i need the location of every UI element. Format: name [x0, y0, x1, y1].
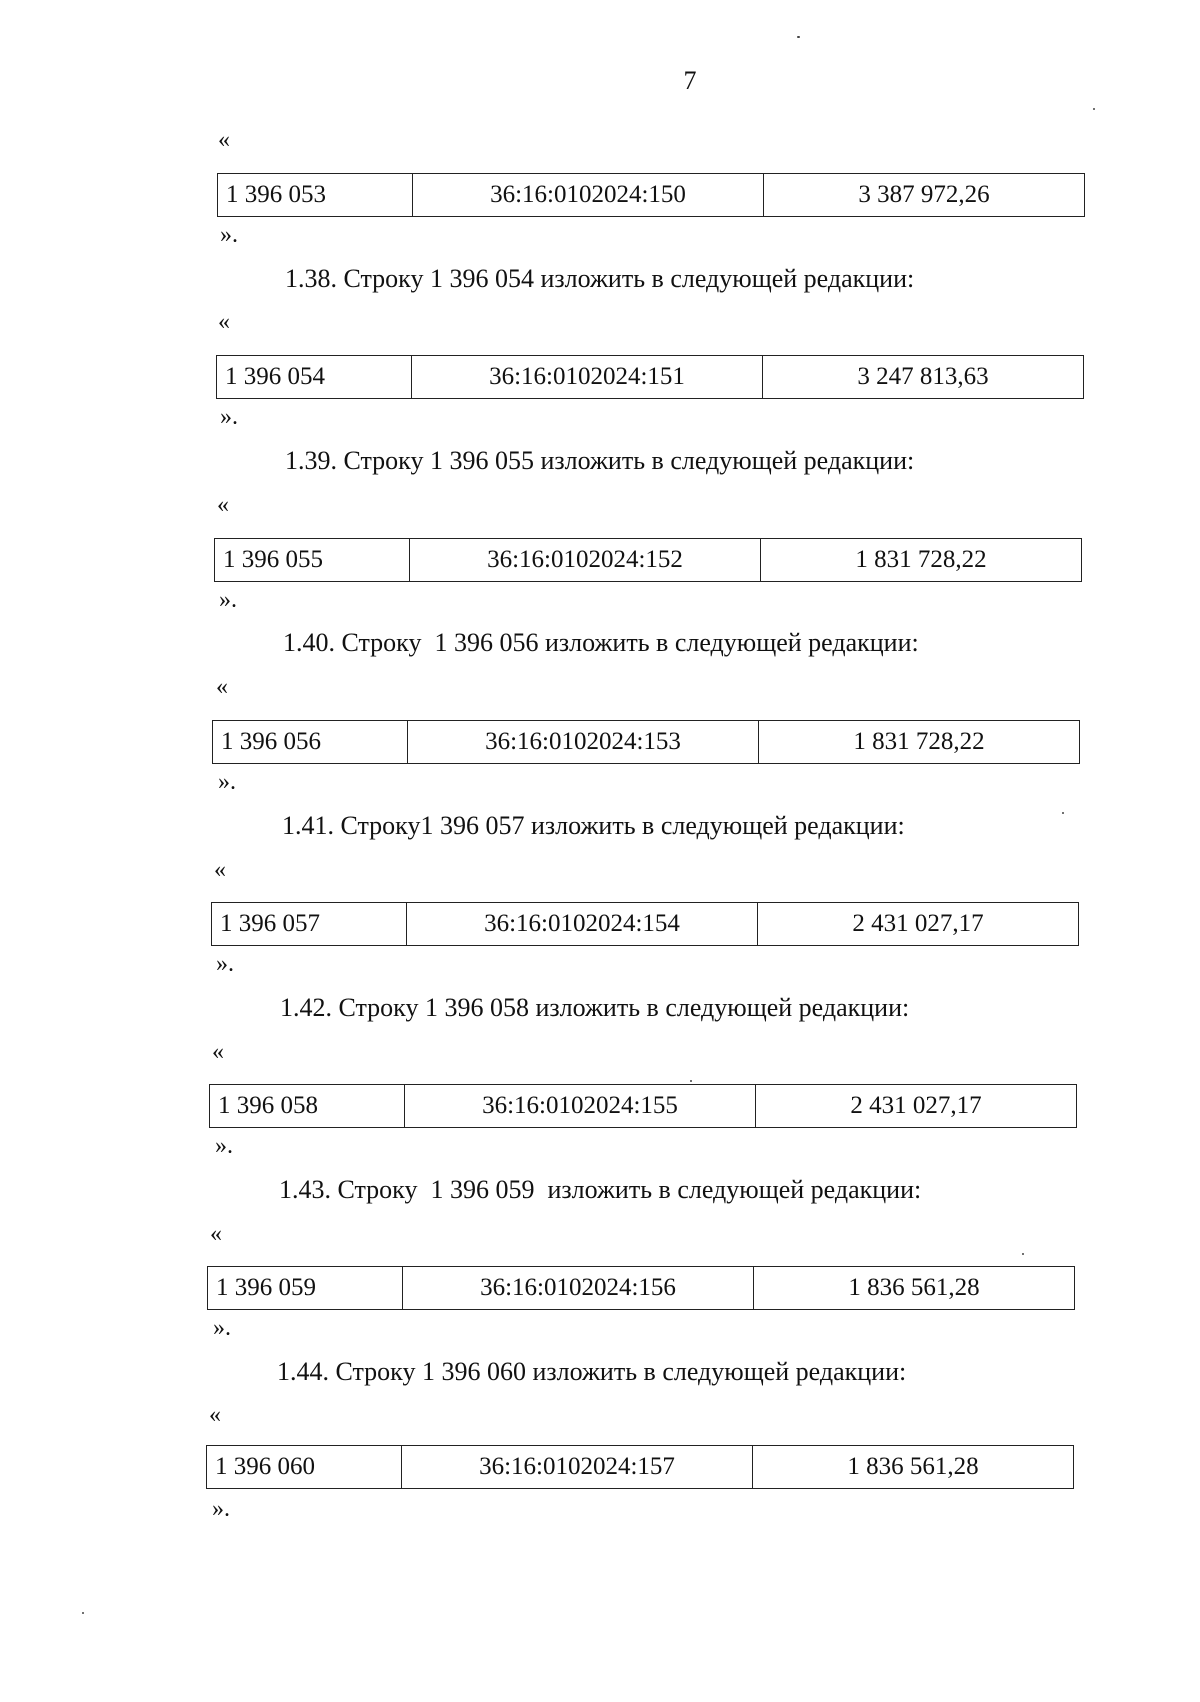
table-row: [208, 1267, 1075, 1310]
value-cell: 3 247 813,63: [763, 356, 1084, 399]
quote-open: «: [210, 1221, 222, 1247]
amendment-heading: 1.39. Строку 1 396 055 изложить в следующей редакции:: [285, 446, 915, 475]
scan-speck: [1022, 1253, 1024, 1255]
quote-close: ».: [218, 769, 236, 795]
amendment-heading: 1.44. Строку 1 396 060 изложить в следующей редакции:: [277, 1357, 907, 1386]
value-cell: 3 387 972,26: [764, 174, 1085, 217]
scan-speck: [82, 1612, 84, 1614]
row-table: [216, 355, 1084, 399]
quote-close: ».: [215, 1133, 233, 1159]
quote-close: ».: [220, 404, 238, 430]
cadastral-number-cell: 36:16:0102024:153: [408, 721, 759, 764]
row-table: [212, 720, 1080, 764]
quote-close: ».: [213, 1315, 231, 1341]
value-cell: 2 431 027,17: [758, 903, 1079, 946]
value-cell: 1 836 561,28: [753, 1446, 1074, 1489]
value-cell: 2 431 027,17: [756, 1085, 1077, 1128]
quote-close: ».: [220, 222, 238, 248]
amendment-heading: 1.42. Строку 1 396 058 изложить в следующей редакции:: [280, 993, 910, 1022]
quote-open: «: [218, 127, 230, 153]
cadastral-number-cell: 36:16:0102024:152: [410, 539, 761, 582]
row-id-cell: 1 396 053: [218, 174, 413, 217]
table-row: [218, 174, 1085, 217]
table-row: [217, 356, 1084, 399]
row-id-cell: 1 396 059: [208, 1267, 403, 1310]
scan-speck: [1093, 108, 1095, 110]
cadastral-number-cell: 36:16:0102024:157: [402, 1446, 753, 1489]
row-table: [214, 538, 1082, 582]
cadastral-number-cell: 36:16:0102024:151: [412, 356, 763, 399]
row-table: [209, 1084, 1077, 1128]
scan-speck: [690, 1080, 692, 1082]
row-table: [211, 902, 1079, 946]
amendment-heading: 1.38. Строку 1 396 054 изложить в следующей редакции:: [285, 264, 915, 293]
quote-close: ».: [219, 587, 237, 613]
row-id-cell: 1 396 058: [210, 1085, 405, 1128]
quote-close: ».: [216, 951, 234, 977]
table-row: [210, 1085, 1077, 1128]
quote-open: «: [216, 674, 228, 700]
quote-close: ».: [212, 1496, 230, 1522]
value-cell: 1 836 561,28: [754, 1267, 1075, 1310]
cadastral-number-cell: 36:16:0102024:155: [405, 1085, 756, 1128]
table-row: [213, 721, 1080, 764]
table-row: [215, 539, 1082, 582]
amendment-heading: 1.41. Строку1 396 057 изложить в следующей редакции:: [282, 811, 905, 840]
scan-speck: [1062, 812, 1064, 814]
table-row: [207, 1446, 1074, 1489]
value-cell: 1 831 728,22: [759, 721, 1080, 764]
row-id-cell: 1 396 057: [212, 903, 407, 946]
row-id-cell: 1 396 055: [215, 539, 410, 582]
row-table: [217, 173, 1085, 217]
scan-speck: [797, 36, 800, 38]
row-table: [207, 1266, 1075, 1310]
quote-open: «: [214, 857, 226, 883]
quote-open: «: [218, 309, 230, 335]
value-cell: 1 831 728,22: [761, 539, 1082, 582]
cadastral-number-cell: 36:16:0102024:150: [413, 174, 764, 217]
cadastral-number-cell: 36:16:0102024:156: [403, 1267, 754, 1310]
amendment-heading: 1.40. Строку 1 396 056 изложить в следующей редакции:: [283, 628, 919, 657]
amendment-heading: 1.43. Строку 1 396 059 изложить в следующей редакции:: [279, 1175, 922, 1204]
quote-open: «: [217, 492, 229, 518]
row-id-cell: 1 396 054: [217, 356, 412, 399]
quote-open: «: [209, 1402, 221, 1428]
row-table: [206, 1445, 1074, 1489]
cadastral-number-cell: 36:16:0102024:154: [407, 903, 758, 946]
row-id-cell: 1 396 060: [207, 1446, 402, 1489]
table-row: [212, 903, 1079, 946]
quote-open: «: [212, 1039, 224, 1065]
row-id-cell: 1 396 056: [213, 721, 408, 764]
page-number: 7: [683, 66, 697, 95]
